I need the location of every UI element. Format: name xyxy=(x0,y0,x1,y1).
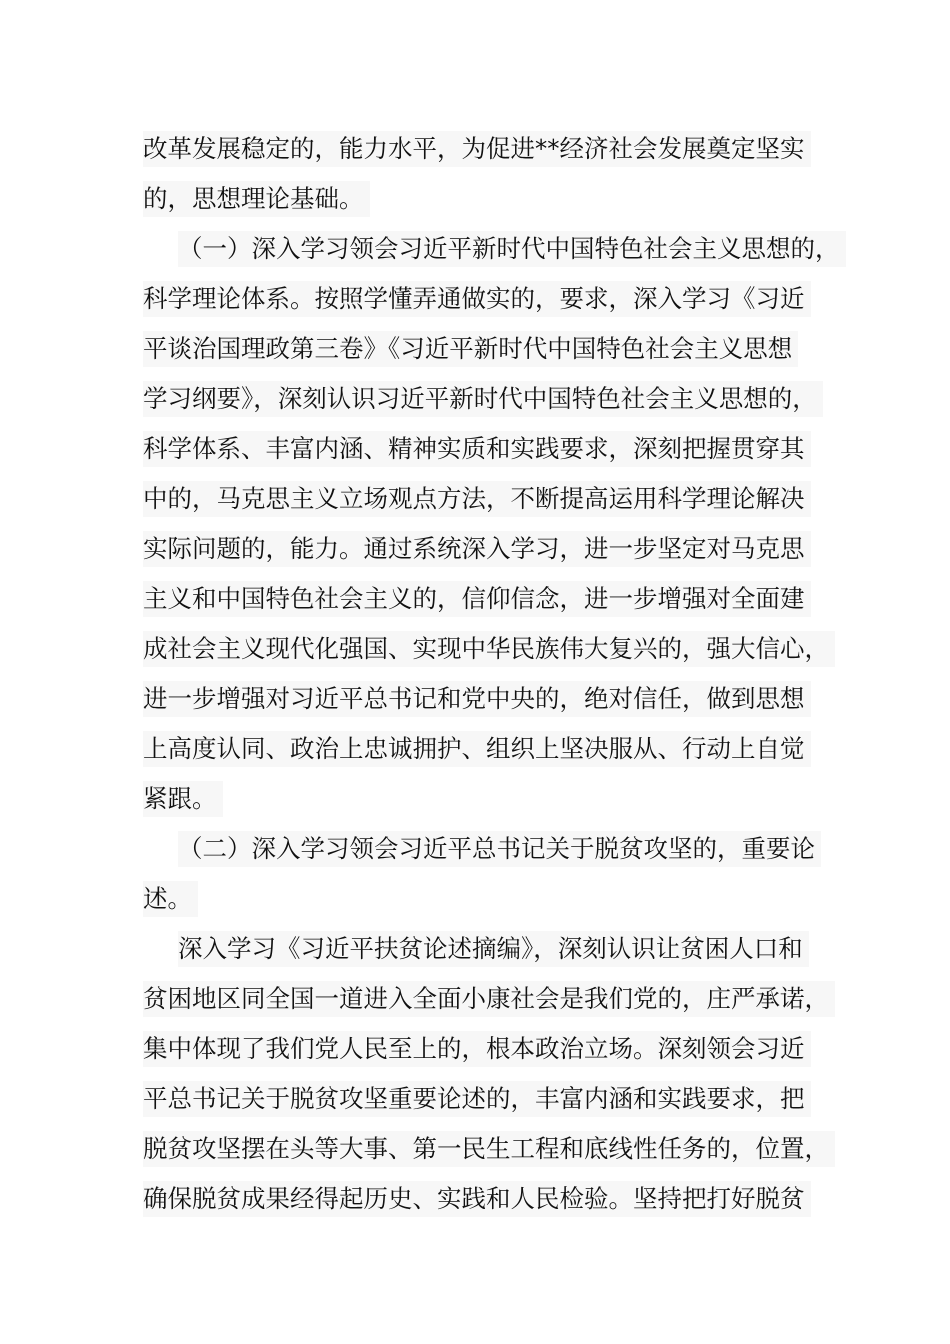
text-line: 确保脱贫成果经得起历史、实践和人民检验。坚持把打好脱贫 xyxy=(143,1181,811,1217)
text-line: 述。 xyxy=(143,881,198,917)
text-line: 脱贫攻坚摆在头等大事、第一民生工程和底线性任务的，位置， xyxy=(143,1131,835,1167)
text-line: 紧跟。 xyxy=(143,781,223,817)
text-line: 改革发展稳定的，能力水平，为促进**经济社会发展奠定坚实 xyxy=(143,131,811,167)
text-line: 科学体系、丰富内涵、精神实质和实践要求，深刻把握贯穿其 xyxy=(143,431,811,467)
text-line: 平总书记关于脱贫攻坚重要论述的，丰富内涵和实践要求，把 xyxy=(143,1081,811,1117)
section-heading-1: （一）深入学习领会习近平新时代中国特色社会主义思想的， xyxy=(178,231,846,267)
text-line: 主义和中国特色社会主义的，信仰信念，进一步增强对全面建 xyxy=(143,581,811,617)
paragraph-start: 深入学习《习近平扶贫论述摘编》，深刻认识让贫困人口和 xyxy=(178,931,809,967)
text-line: 科学理论体系。按照学懂弄通做实的，要求，深入学习《习近 xyxy=(143,281,811,317)
text-line: 平谈治国理政第三卷》《习近平新时代中国特色社会主义思想 xyxy=(143,331,798,367)
text-line: 学习纲要》，深刻认识习近平新时代中国特色社会主义思想的， xyxy=(143,381,823,417)
text-line: 成社会主义现代化强国、实现中华民族伟大复兴的，强大信心， xyxy=(143,631,835,667)
text-line: 贫困地区同全国一道进入全面小康社会是我们党的，庄严承诺， xyxy=(143,981,835,1017)
section-heading-2: （二）深入学习领会习近平总书记关于脱贫攻坚的，重要论 xyxy=(178,831,821,867)
text-line: 中的，马克思主义立场观点方法，不断提高运用科学理论解决 xyxy=(143,481,811,517)
text-line: 的，思想理论基础。 xyxy=(143,181,370,217)
text-line: 实际问题的，能力。通过系统深入学习，进一步坚定对马克思 xyxy=(143,531,811,567)
text-line: 进一步增强对习近平总书记和党中央的，绝对信任，做到思想 xyxy=(143,681,811,717)
text-line: 集中体现了我们党人民至上的，根本政治立场。深刻领会习近 xyxy=(143,1031,811,1067)
text-line: 上高度认同、政治上忠诚拥护、组织上坚决服从、行动上自觉 xyxy=(143,731,811,767)
